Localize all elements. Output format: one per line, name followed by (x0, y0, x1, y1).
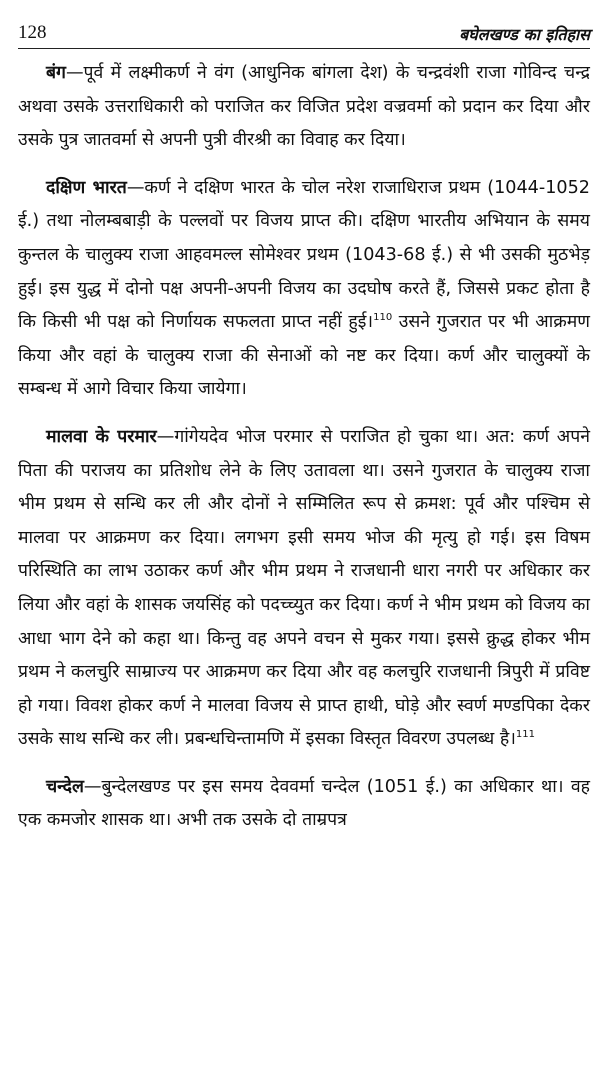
paragraph-heading: चन्देल (46, 776, 84, 797)
paragraph-text: —पूर्व में लक्ष्मीकर्ण ने वंग (आधुनिक बांगला देश) के चन्द्रवंशी राजा गोविन्द चन्द्र अथवा उसके उत्तराधिकारी को पराजित कर विजित प्रदेश वज्रवर्मा को प्रदान कर दिया और उसके पुत्र जातवर्मा से अपनी पुत्री वीरश्री का विवाह कर दिया। (18, 63, 590, 151)
page-body (18, 57, 590, 838)
paragraph-chandel (18, 771, 590, 838)
paragraph-text: —गांगेयदेव भोज परमार से पराजित हो चुका था। अत: कर्ण अपने पिता की पराजय का प्रतिशोध लेने के लिए उतावला था। उसने गुजरात के चालुक्य राजा भीम प्रथम से सन्धि कर ली और दोनों ने सम्मिलित रूप से क्रमश: पूर्व और पश्चिम से मालवा पर आक्रमण कर दिया। लगभग इसी समय भोज की मृत्यु हो गई। इस विषम परिस्थिति का लाभ उठाकर कर्ण और भीम प्रथम ने राजधानी धारा नगरी पर अधिकार कर लिया और वहां के शासक जयसिंह को पदच्च्युत कर दिया। कर्ण ने भीम प्रथम को विजय का आधा भाग देने को कहा था। किन्तु वह अपने वचन से मुकर गया। इससे क्रुद्ध होकर भीम प्रथम ने कलचुरि साम्राज्य पर आक्रमण कर दिया और वह कलचुरि राजधानी त्रिपुरी में प्रविष्ट हो गया। विवश होकर कर्ण ने मालवा विजय से प्राप्त हाथी, घोड़े और स्वर्ण मण्डपिका देकर उसके साथ सन्धि कर ली। प्रबन्धचिन्तामणि में इसका विस्तृत विवरण उपलब्ध है। (18, 426, 590, 750)
running-title: बघेलखण्ड का इतिहास (459, 25, 590, 44)
footnote-marker: 110 (373, 312, 393, 324)
paragraph-malwa-paramar (18, 421, 590, 757)
paragraph-heading: दक्षिण भारत (46, 177, 127, 198)
paragraph-text-continued: उसने गुजरात पर भी आक्रमण किया और वहां के चालुक्य राजा की सेनाओं को नष्ट कर दिया। कर्ण और चालुक्यों के सम्बन्ध में आगे विचार किया जायेगा। (18, 312, 591, 400)
paragraph-bang (18, 57, 590, 158)
paragraph-text: —बुन्देलखण्ड पर इस समय देववर्मा चन्देल (1051 ई.) का अधिकार था। वह एक कमजोर शासक था। अभी तक उसके दो ताम्रपत्र (18, 776, 590, 831)
page-header (18, 0, 590, 49)
footnote-marker: 111 (515, 729, 535, 741)
paragraph-heading: मालवा के परमार (46, 426, 157, 447)
page-number: 128 (18, 22, 47, 43)
paragraph-heading: बंग (46, 63, 66, 83)
paragraph-text: —कर्ण ने दक्षिण भारत के चोल नरेश राजाधिराज प्रथम (1044-1052 ई.) तथा नोलम्बबाड़ी के पल्लवों पर विजय प्राप्त की। दक्षिण भारतीय अभियान के समय कुन्तल के चालुक्य राजा आहवमल्ल सोमेश्वर प्रथम (1043-68 ई.) से भी उसकी मुठभेड़ हुई। इस युद्ध में दोनो पक्ष अपनी-अपनी विजय का उदघोष करते हैं, जिससे प्रकट होता है कि किसी भी पक्ष को निर्णायक सफलता प्राप्त नहीं हुई। (18, 177, 590, 333)
paragraph-south-india (18, 172, 590, 407)
